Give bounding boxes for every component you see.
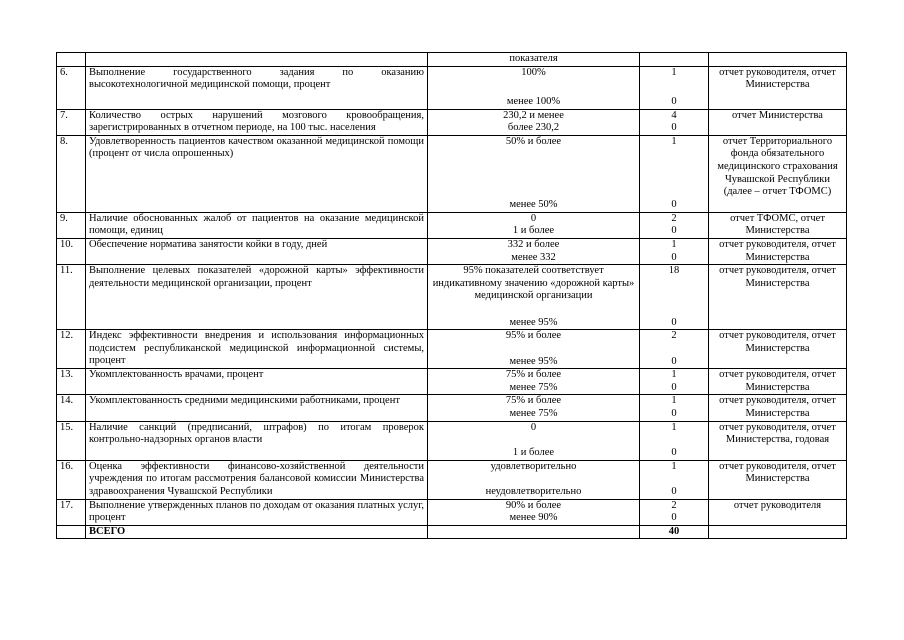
value-option: менее 90% [509,512,558,524]
source-text: отчет Министерства [709,109,847,135]
total-row [57,525,847,539]
table-row [57,238,847,264]
value-option: 1 и более [512,446,555,458]
points-value: 0 [671,485,677,497]
value-stack [431,239,636,263]
points-stack [643,67,705,109]
value-option: 100% [521,66,546,78]
row-number: 12. [57,330,86,369]
row-number: 10. [57,238,86,264]
value-cell [428,135,640,212]
row-number: 16. [57,460,86,499]
value-stack [431,136,636,212]
row-number: 11. [57,265,86,330]
value-option: неудовлетворительно [485,485,582,497]
table-row [57,109,847,135]
points-value: 2 [671,499,677,511]
points-stack [643,461,705,499]
value-cell [428,395,640,421]
value-stack [431,395,636,419]
points-value: 0 [671,225,677,237]
points-value: 0 [671,355,677,367]
table-row-continuation [57,53,847,67]
table-row [57,499,847,525]
row-number: 14. [57,395,86,421]
value-cell [428,499,640,525]
table-row [57,395,847,421]
criterion-text: Наличие обоснованных жалоб от пациентов на оказание медицинской помощи, единиц [86,212,428,238]
total-points: 40 [640,525,709,539]
criterion-text: Выполнение целевых показателей «дорожной карты» эффективности деятельности медицинской организации, процент [86,265,428,330]
row-number: 8. [57,135,86,212]
value-cell [428,330,640,369]
points-stack [643,110,705,134]
points-cell [640,238,709,264]
criterion-text: Укомплектованность врачами, процент [86,369,428,395]
criterion-text: Индекс эффективности внедрения и использования информационных подсистем республиканской медицинской информационной системы, процент [86,330,428,369]
value-option: менее 50% [509,199,558,211]
value-option: менее 75% [509,381,558,393]
value-option: более 230,2 [507,122,560,134]
value-cell [428,460,640,499]
points-value: 2 [671,212,677,224]
points-cell [640,421,709,460]
source-text: отчет руководителя, отчет Министерства [709,330,847,369]
value-option: менее 95% [509,316,558,328]
table-row [57,460,847,499]
points-stack [643,213,705,237]
table-row [57,135,847,212]
value-stack [431,422,636,460]
points-value: 0 [671,407,677,419]
value-option: 75% и более [505,395,562,407]
points-cell [640,395,709,421]
points-cell [640,135,709,212]
source-text: отчет руководителя, отчет Министерства, годовая [709,421,847,460]
num-cell [57,53,86,67]
value-option: 230,2 и менее [503,109,564,121]
value-option: менее 75% [509,407,558,419]
points-value: 0 [671,96,677,107]
value-cell [428,369,640,395]
value-stack [431,461,636,499]
source-text: отчет руководителя, отчет Министерства [709,460,847,499]
points-cell [640,460,709,499]
total-label: ВСЕГО [86,525,428,539]
points-value: 0 [671,512,677,524]
points-value: 1 [671,66,677,78]
value-stack [431,110,636,134]
criterion-cell [86,53,428,67]
points-value: 1 [671,395,677,407]
source-text: отчет руководителя, отчет Министерства [709,395,847,421]
value-option: 95% показателей соответствует индикативному значению «дорожной карты» медицинской организации [432,265,635,302]
value-cell [428,265,640,330]
value-option: менее 100% [506,96,561,107]
source-text: отчет руководителя, отчет Министерства [709,369,847,395]
criterion-text: Наличие санкций (предписаний, штрафов) по итогам проверок контрольно-надзорных органов власти [86,421,428,460]
criterion-text: Выполнение утвержденных планов по доходам от оказания платных услуг, процент [86,499,428,525]
points-value: 0 [671,446,677,458]
table-row [57,265,847,330]
points-value: 4 [671,109,677,121]
points-value: 18 [668,265,680,277]
points-cell [640,109,709,135]
criterion-text: Выполнение государственного задания по оказанию высокотехнологичной медицинской помощи, процент [86,66,428,109]
points-value: 0 [671,122,677,134]
points-value: 1 [671,135,677,147]
value-cell [428,421,640,460]
points-cell [640,66,709,109]
value-option: удовлетворительно [490,460,577,472]
points-cell [640,499,709,525]
points-stack [643,500,705,524]
value-cell [428,109,640,135]
total-source-cell [709,525,847,539]
points-value: 1 [671,421,677,433]
row-number: 13. [57,369,86,395]
value-stack [431,67,636,109]
points-value: 1 [671,369,677,381]
row-number: 15. [57,421,86,460]
value-option: 90% и более [505,499,562,511]
value-option: 0 [530,421,537,433]
value-option: 1 и более [512,225,555,237]
points-stack [643,265,705,329]
criterion-text: Удовлетворенность пациентов качеством оказанной медицинской помощи (процент от числа опрошенных) [86,135,428,212]
source-cell [709,53,847,67]
value-option: менее 332 [511,251,556,263]
value-option: 0 [530,212,537,224]
points-value: 0 [671,199,677,211]
table-row [57,66,847,109]
points-stack [643,369,705,393]
value-option: 75% и более [505,369,562,381]
points-cell [640,369,709,395]
points-stack [643,422,705,460]
points-value: 0 [671,316,677,328]
row-number: 6. [57,66,86,109]
value-stack [431,330,636,368]
value-stack [431,213,636,237]
value-option: 50% и более [505,135,562,147]
value-option: 95% и более [505,330,562,342]
table-row [57,369,847,395]
row-number: 17. [57,499,86,525]
total-num-cell [57,525,86,539]
points-stack [643,330,705,368]
criterion-text: Оценка эффективности финансово-хозяйственной деятельности учреждения по итогам рассмотрения балансовой комиссии Министерства здравоохранения Чувашской Республики [86,460,428,499]
criterion-text: Обеспечение норматива занятости койки в году, дней [86,238,428,264]
table-row [57,330,847,369]
points-stack [643,239,705,263]
points-stack [643,136,705,212]
source-text: отчет Территориального фонда обязательного медицинского страхования Чувашской Республики (далее – отчет ТФОМС) [709,135,847,212]
total-value-cell [428,525,640,539]
points-value: 0 [671,381,677,393]
source-text: отчет руководителя, отчет Министерства [709,66,847,109]
value-option: менее 95% [509,355,558,367]
source-text: отчет руководителя [709,499,847,525]
points-cell [640,330,709,369]
value-cell [428,238,640,264]
points-value: 0 [671,251,677,263]
value-cell: показателя [428,53,640,67]
value-cell [428,212,640,238]
points-value: 1 [671,238,677,250]
points-value: 1 [671,460,677,472]
points-cell [640,265,709,330]
value-cell [428,66,640,109]
source-text: отчет руководителя, отчет Министерства [709,265,847,330]
points-stack [643,395,705,419]
value-stack [431,265,636,329]
row-number: 9. [57,212,86,238]
criterion-text: Количество острых нарушений мозгового кровообращения, зарегистрированных в отчетном периоде, на 100 тыс. населения [86,109,428,135]
table-row [57,421,847,460]
row-number: 7. [57,109,86,135]
points-cell [640,53,709,67]
source-text: отчет ТФОМС, отчет Министерства [709,212,847,238]
table-row [57,212,847,238]
table-body [57,53,847,539]
source-text: отчет руководителя, отчет Министерства [709,238,847,264]
points-cell [640,212,709,238]
value-option: 332 и более [507,238,560,250]
value-stack [431,369,636,393]
criteria-table [56,52,847,539]
points-value: 2 [671,330,677,342]
value-stack [431,500,636,524]
criterion-text: Укомплектованность средними медицинскими работниками, процент [86,395,428,421]
